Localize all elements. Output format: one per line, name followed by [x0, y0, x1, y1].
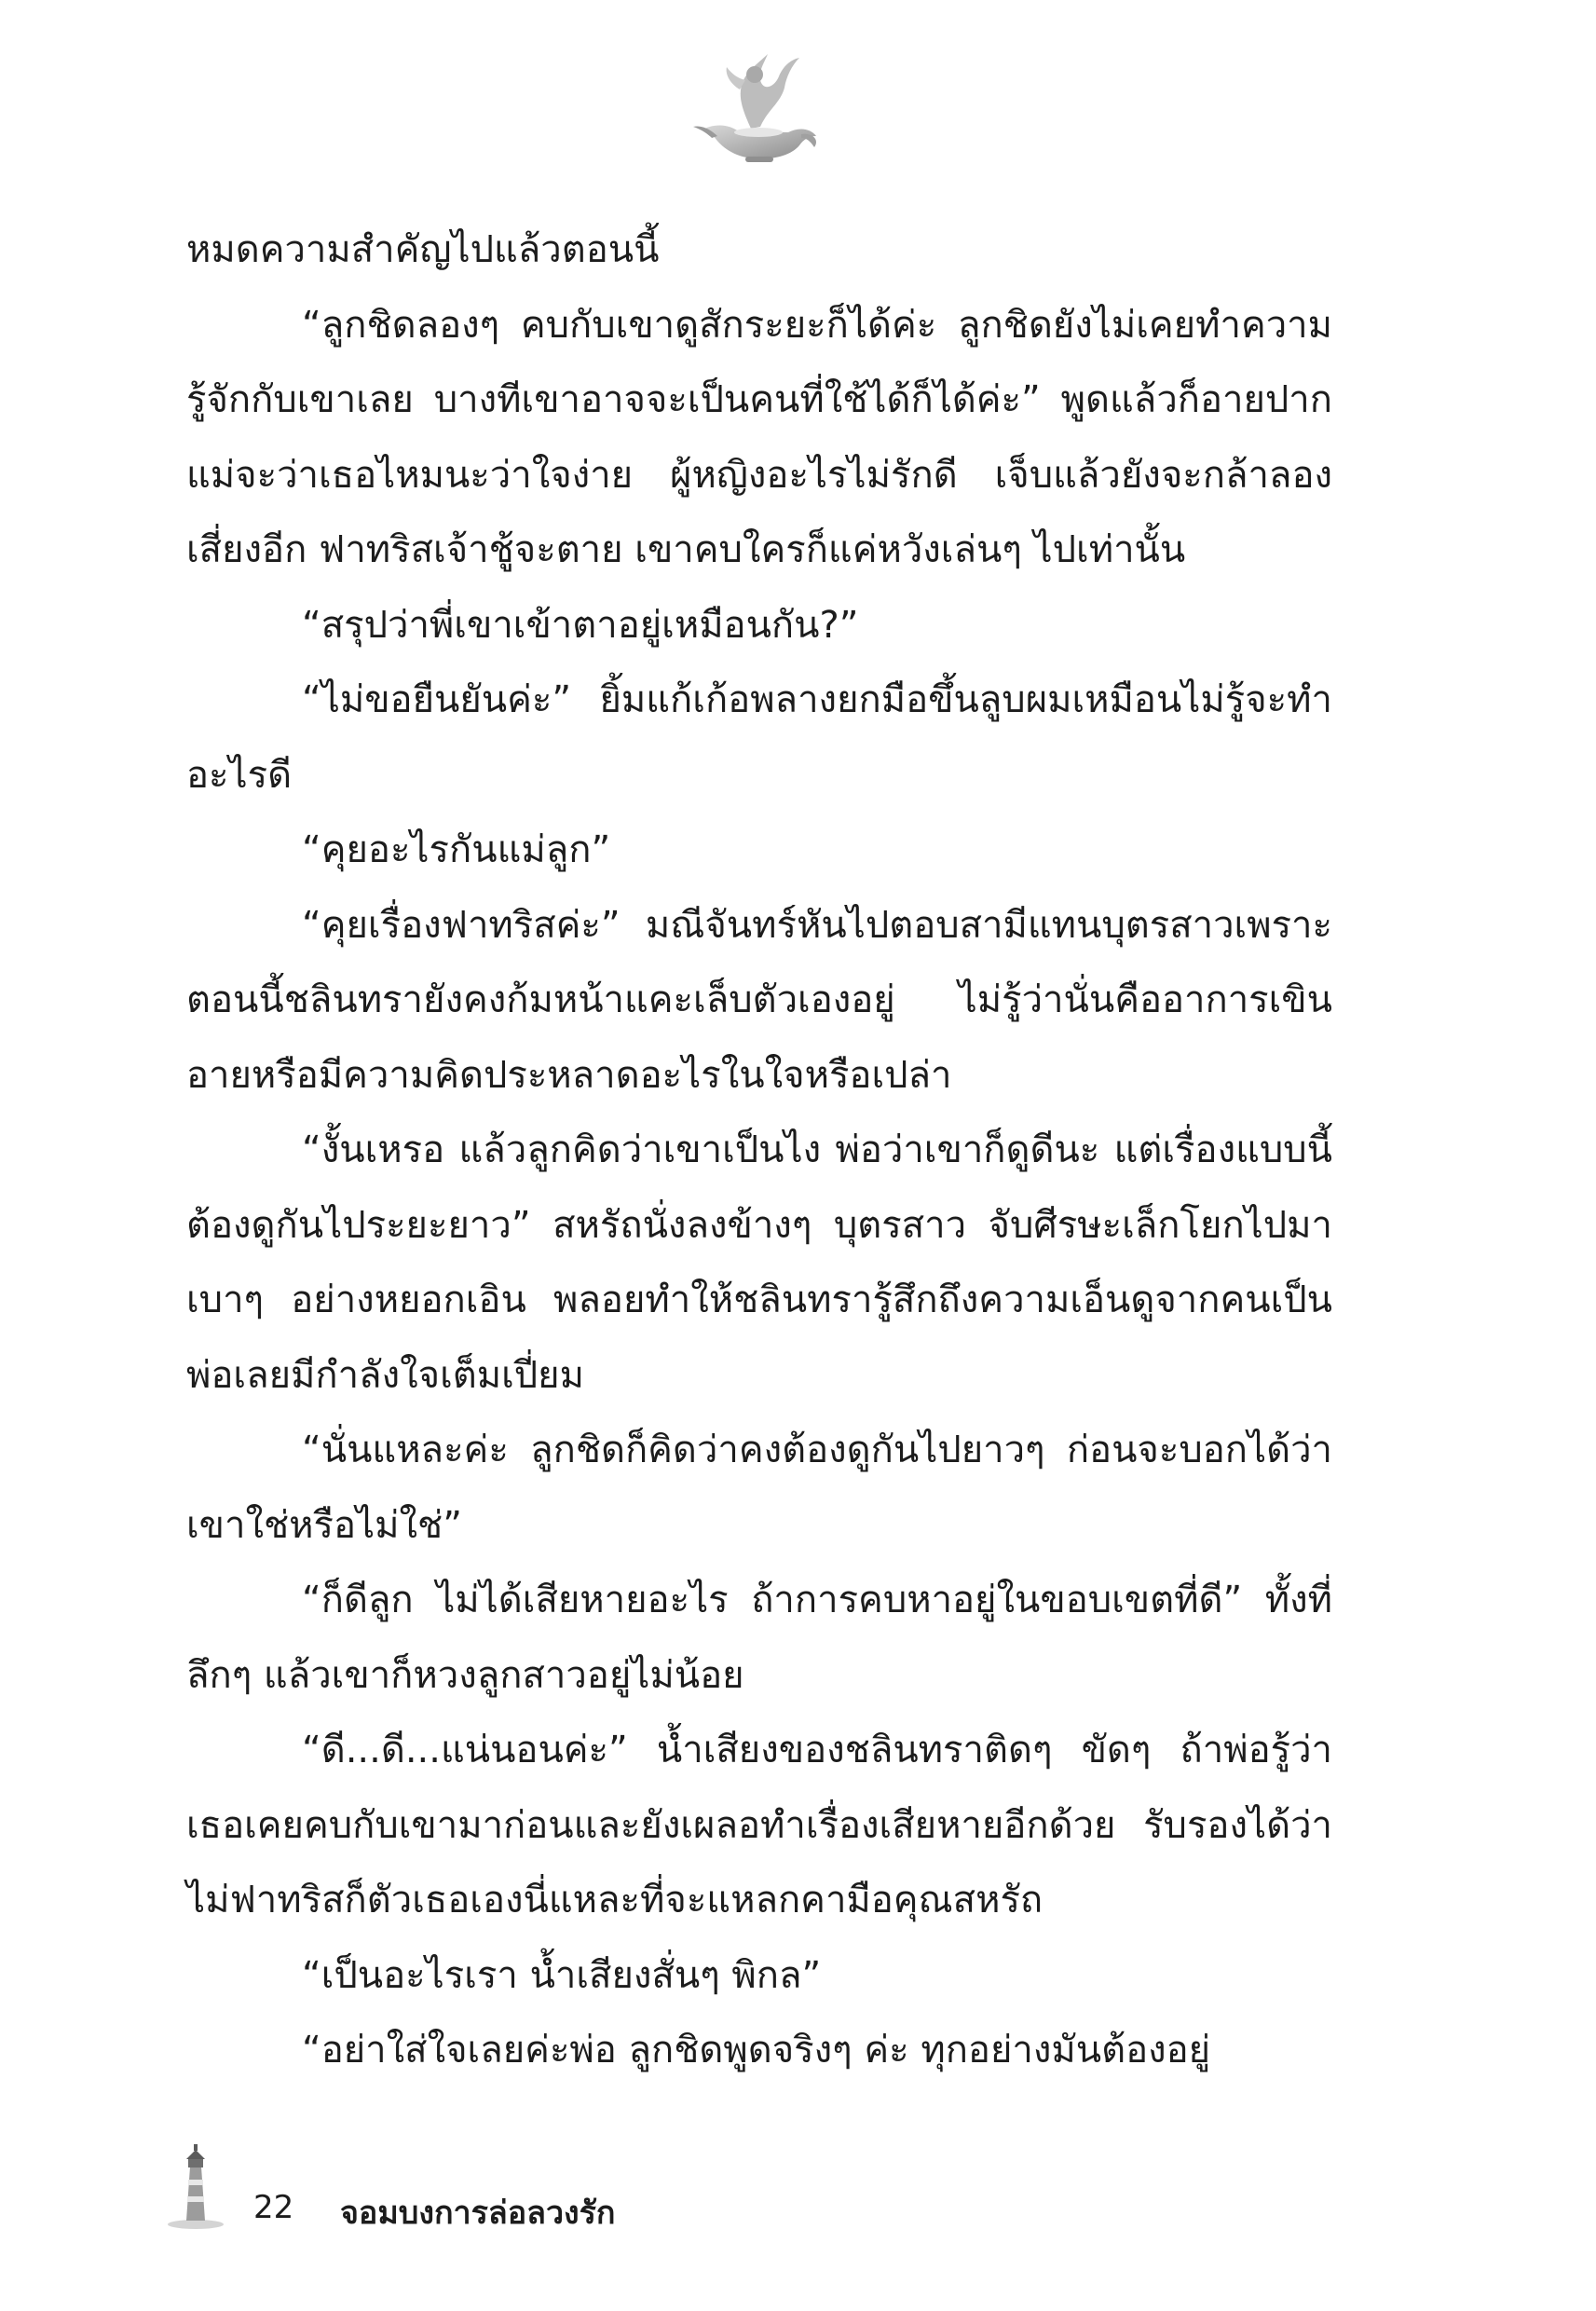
paragraph-10: “ดี...ดี...แน่นอนค่ะ” น้ำเสียงของชลินทราติดๆ ขัดๆ ถ้าพ่อรู้ว่าเธอเคยคบกับเขามาก่อนและยังเผลอทำเรื่องเสียหายอีกด้วย รับรองได้ว่าไม่ฟาทริสก็ตัวเธอเองนี่แหละที่จะแหลกคามือคุณสหรัถ — [186, 1729, 1332, 1921]
paragraph-4: “ไม่ขอยืนยันค่ะ” ยิ้มแก้เก้อพลางยกมือขึ้นลูบผมเหมือนไม่รู้จะทำอะไรดี — [186, 678, 1332, 797]
page-footer — [149, 2139, 708, 2241]
paragraph-11: “เป็นอะไรเรา น้ำเสียงสั่นๆ พิกล” — [302, 1953, 822, 1997]
paragraph-12: “อย่าใส่ใจเลยค่ะพ่อ ลูกชิดพูดจริงๆ ค่ะ ทุกอย่างมันต้องอยู่ — [302, 2029, 1211, 2072]
paragraph-9: “ก็ดีลูก ไม่ได้เสียหายอะไร ถ้าการคบหาอยู่ในขอบเขตที่ดี” ทั้งที่ลึกๆ แล้วเขาก็หวงลูกสาวอยู่ไม่น้อย — [186, 1579, 1332, 1697]
paragraph-7: “งั้นเหรอ แล้วลูกคิดว่าเขาเป็นไง พ่อว่าเขาก็ดูดีนะ แต่เรื่องแบบนี้ต้องดูกันไประยะยาว” สหรัถนั่งลงข้างๆ บุตรสาว จับศีรษะเล็กโยกไปมาเบาๆ อย่างหยอกเอิน พลอยทำให้ชลินทรารู้สึกถึงความเอ็นดูจากคนเป็นพ่อเลยมีกำลังใจเต็มเปี่ยม — [186, 1128, 1332, 1397]
paragraph-8: “นั่นแหละค่ะ ลูกชิดก็คิดว่าคงต้องดูกันไปยาวๆ ก่อนจะบอกได้ว่าเขาใช่หรือไม่ใช่” — [186, 1429, 1332, 1547]
paragraph-2: “ลูกชิดลองๆ คบกับเขาดูสักระยะก็ได้ค่ะ ลูกชิดยังไม่เคยทำความรู้จักกับเขาเลย บางทีเขาอาจจะเป็นคนที่ใช้ได้ก็ได้ค่ะ” พูดแล้วก็อายปาก แม่จะว่าเธอไหมนะว่าใจง่าย ผู้หญิงอะไรไม่รักดี เจ็บแล้วยังจะกล้าลองเสี่ยงอีก ฟาทริสเจ้าชู้จะตาย เขาคบใครก็แค่หวังเล่นๆ ไปเท่านั้น — [186, 303, 1332, 571]
page-number: 22 — [253, 2189, 294, 2226]
paragraph-3: “สรุปว่าพี่เขาเข้าตาอยู่เหมือนกัน?” — [302, 603, 859, 647]
genie-lamp-icon — [686, 43, 825, 164]
book-title: จอมบงการล่อลวงรัก — [340, 2195, 616, 2232]
paragraph-6: “คุยเรื่องฟาทริสค่ะ” มณีจันทร์หันไปตอบสามีแทนบุตรสาวเพราะตอนนี้ชลินทรายังคงก้มหน้าแคะเล็บตัวเองอยู่ ไม่รู้ว่านั่นคืออาการเขินอายหรือมีความคิดประหลาดอะไรในใจหรือเปล่า — [186, 903, 1332, 1097]
paragraph-1: หมดความสำคัญไปแล้วตอนนี้ — [186, 228, 660, 271]
body-text — [186, 212, 1332, 2088]
lighthouse-icon — [168, 2139, 224, 2232]
paragraph-5: “คุยอะไรกันแม่ลูก” — [302, 828, 611, 871]
